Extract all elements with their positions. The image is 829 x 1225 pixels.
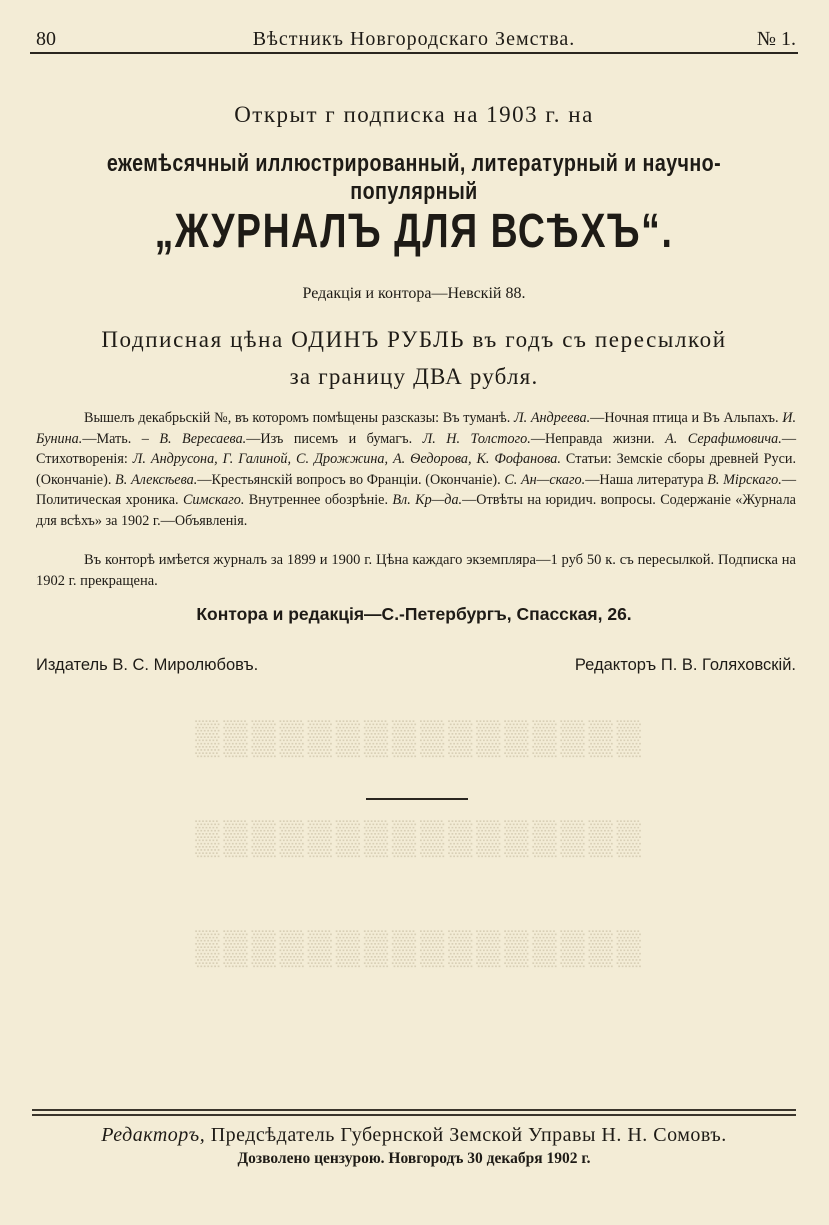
text-run: —Политическая хроника.	[36, 471, 797, 508]
text-run: Внутреннее обозрѣніе.	[244, 492, 393, 508]
journal-title: Вѣстникъ Новгородскаго Земства.	[252, 28, 576, 50]
magazine-description: ежемѣсячный иллюстрированный, литературный и научно-популярный	[106, 150, 722, 205]
editor-name: Предсѣдатель Губернской Земской Управы Н. Н. Сомовъ.	[210, 1124, 727, 1146]
author-name: Л. Андрусона, Г. Галиной, С. Дрожжина, А. Ѳедорова, К. Фофанова.	[132, 451, 561, 467]
office-address: Контора и редакція—С.-Петербургъ, Спасская, 26.	[196, 604, 632, 624]
text-run: —Неправда жизни.	[530, 430, 666, 447]
text-run: Вышелъ декабрьскій №, въ которомъ помѣщены разсказы: Въ туманѣ.	[84, 410, 514, 426]
author-name: С. Ан—скаго.	[504, 471, 586, 488]
foreign-price: за границу ДВА рубля.	[289, 364, 539, 389]
author-name: Вл. Кр—да.	[392, 492, 463, 508]
text-run: —Изъ писемъ и бумагъ.	[246, 430, 423, 447]
subscription-price: Подписная цѣна ОДИНЪ РУБЛЬ въ годъ съ пересылкой	[101, 327, 727, 352]
text-run: —Ночная птица и Въ Альпахъ.	[590, 410, 783, 426]
author-name: И. Бунина.	[36, 410, 797, 447]
author-name: А. Серафимовича.	[665, 430, 782, 447]
contents-paragraph	[36, 408, 796, 531]
footer-rule-bottom	[32, 1114, 796, 1116]
author-name: В. Вересаева.	[159, 430, 247, 447]
text-run: —Крестьянскій вопросъ во Франціи. (Окончаніе).	[197, 471, 505, 488]
text-run: —Отвѣты на юридич. вопросы. Содержаніе «Журнала для всѣхъ» за 1902 г.—Объявленія.	[36, 492, 796, 529]
text-run: —Стихотворенія:	[36, 430, 796, 467]
editor-label: Редакторъ,	[101, 1124, 206, 1146]
bleed-through-decoration: ▒▒▒▒▒▒▒▒▒▒▒▒▒▒▒▒	[195, 821, 645, 858]
publisher-name: Издатель В. С. Миролюбовъ.	[36, 656, 259, 674]
author-name: Л. Н. Толстого.	[422, 430, 531, 447]
bleed-through-decoration: ▒▒▒▒▒▒▒▒▒▒▒▒▒▒▒▒	[195, 931, 645, 968]
author-name: Л. Андреева.	[513, 410, 591, 426]
editorial-address: Редакція и контора—Невскій 88.	[302, 285, 526, 302]
footer-editor-line	[30, 1124, 798, 1147]
bleed-through-decoration: ▒▒▒▒▒▒▒▒▒▒▒▒▒▒▒▒	[195, 721, 645, 758]
issue-number: № 1.	[756, 28, 796, 50]
author-name: В. Алексѣева.	[115, 471, 198, 488]
back-issues-paragraph: Въ конторѣ имѣется журналъ за 1899 и 1900 г. Цѣна каждаго экземпляра—1 руб 50 к. съ пересылкой. Подписка на 1902 г. прекращена.	[36, 552, 796, 589]
footer-rule-top	[32, 1109, 796, 1111]
author-name: В. Мірскаго.	[707, 471, 782, 488]
running-header	[30, 28, 798, 54]
text-run: Статьи: Земскіе сборы древней Руси. (Окончаніе).	[36, 451, 797, 488]
magazine-title: „ЖУРНАЛЪ ДЛЯ ВСѢХЪ“.	[154, 205, 674, 258]
author-name: Симскаго.	[182, 492, 245, 508]
header-rule	[30, 52, 798, 54]
journal-editor-name: Редакторъ П. В. Голяховскій.	[574, 656, 796, 674]
page-number: 80	[36, 28, 56, 50]
text-run: —Мать. –	[82, 430, 160, 447]
censorship-note: Дозволено цензурою. Новгородъ 30 декабря 1902 г.	[237, 1150, 591, 1167]
subscription-opening: Открыт г подписка на 1903 г. на	[234, 102, 594, 127]
section-divider	[366, 798, 468, 800]
text-run: —Наша литература	[585, 471, 708, 488]
